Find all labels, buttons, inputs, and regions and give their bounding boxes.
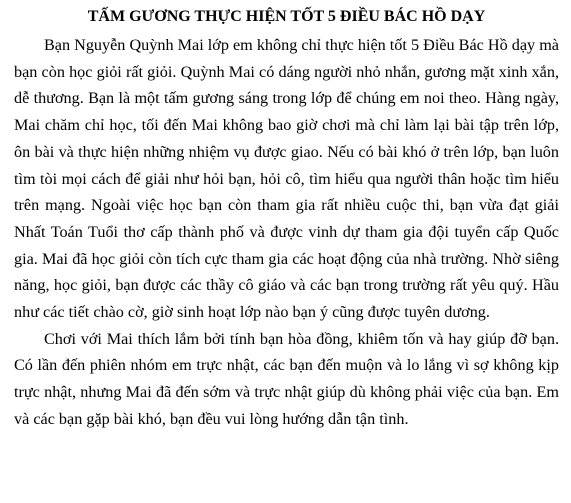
paragraph-2: Chơi với Mai thích lắm bởi tính bạn hòa đồng, khiêm tốn và hay giúp đỡ bạn. Có lần đến phiên nhóm em trực nhật, các bạn đến muộn và lo lắng vì sợ không kịp trực nhật, nhưng Mai đã đến sớm và trực nhật giúp dù không phải việc của bạn. Em và các bạn gặp bài khó, bạn đều vui lòng hướng dẫn tận tình. [14, 329, 559, 428]
document-title: TẤM GƯƠNG THỰC HIỆN TỐT 5 ĐIỀU BÁC HỒ DẠY [87, 8, 486, 25]
paragraph-1: Bạn Nguyễn Quỳnh Mai lớp em không chỉ thực hiện tốt 5 Điều Bác Hồ dạy mà bạn còn học giỏi rất giỏi. Quỳnh Mai có dáng người nhỏ nhắn, gương mặt xinh xắn, dễ thương. Bạn là một tấm gương sáng trong lớp để chúng em noi theo. Hàng ngày, Mai chăm chỉ học, tối đến Mai không bao giờ chơi mà chỉ làm lại bài tập trên lớp, ôn bài và thực hiện những nhiệm vụ được giao. Nếu có bài khó ở trên lớp, bạn luôn tìm tòi mọi cách để giải như hỏi bạn, hỏi cô, tìm hiểu qua người thân hoặc tìm hiểu trên mạng. Ngoài việc học bạn còn tham gia rất nhiều cuộc thi, bạn vừa đạt giải Nhất Toán Tuổi thơ cấp thành phố và được vinh dự tham gia đội tuyển cấp Quốc gia. Mai đã học giỏi còn tích cực tham gia các hoạt động của nhà trường. Nhờ siêng năng, học giỏi, bạn được các thầy cô giáo và các bạn trong trường rất yêu quý. Hầu như các tiết chào cờ, giờ sinh hoạt lớp nào bạn ý cũng được tuyên dương. [14, 36, 559, 322]
